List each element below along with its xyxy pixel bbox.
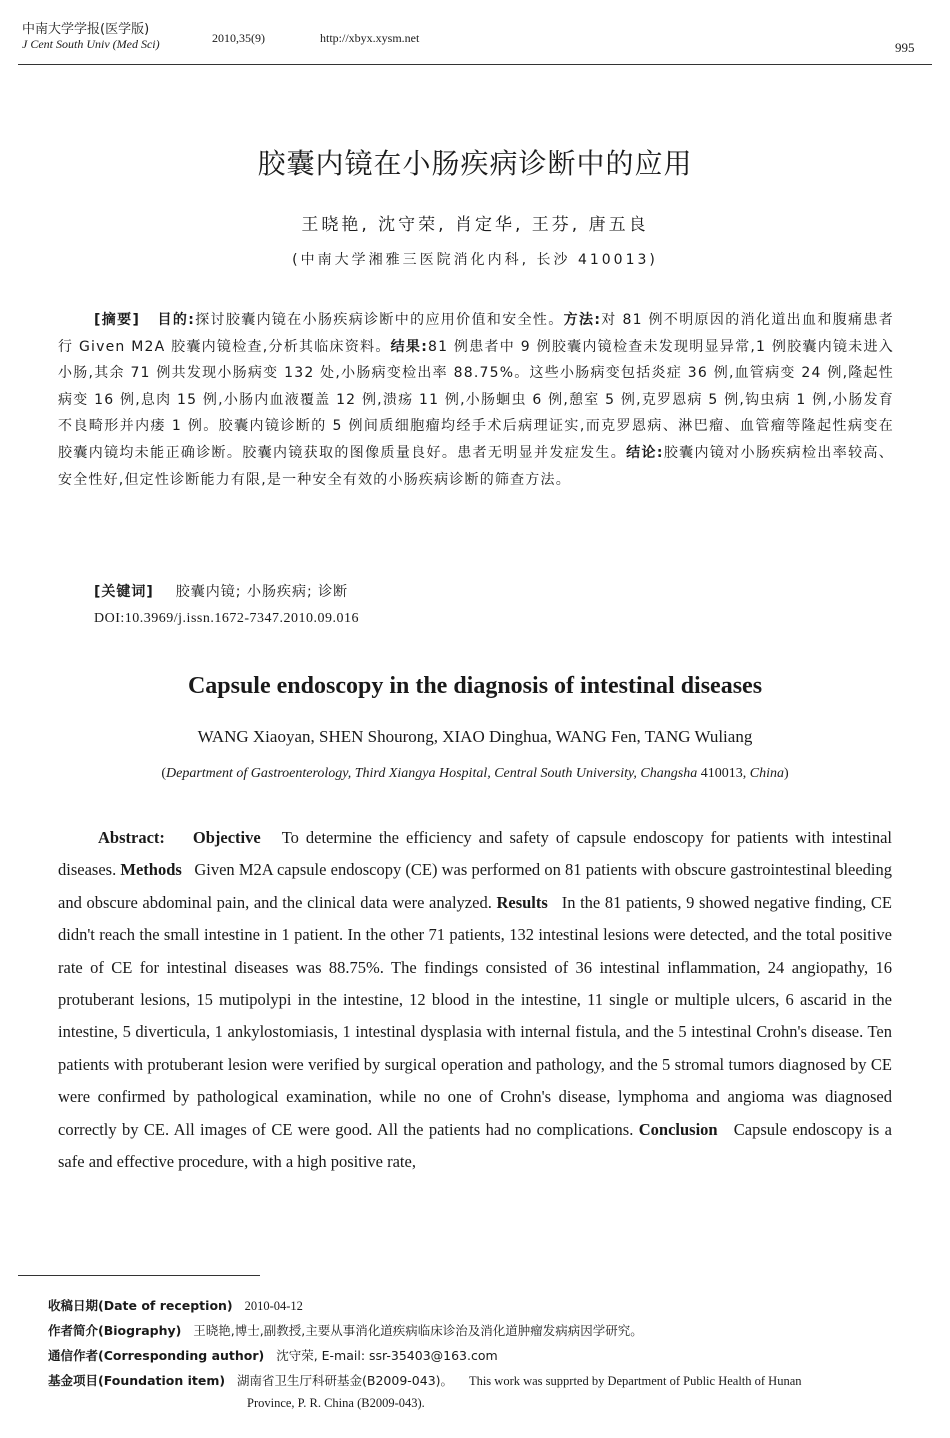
conclusion-label-cn: 结论: <box>626 444 664 461</box>
corresponding-text: 沈守荣, E-mail: ssr-35403@163.com <box>276 1348 498 1363</box>
journal-name-cn: 中南大学学报(医学版) <box>22 22 150 37</box>
biography-label: 作者简介(Biography) <box>48 1323 182 1338</box>
objective-label-cn: 目的: <box>157 312 195 328</box>
keywords-text-cn: 胶囊内镜; 小肠疾病; 诊断 <box>175 584 349 600</box>
received-date: 2010-04-12 <box>244 1299 303 1313</box>
abstract-label-cn: [摘要] <box>94 312 141 328</box>
footnote-corresponding <box>48 1346 498 1364</box>
header-rule <box>18 64 932 65</box>
affiliation-cn: (中南大学湘雅三医院消化内科, 长沙 410013) <box>292 252 658 268</box>
keywords-cn <box>94 581 348 601</box>
foundation-text-en-1: This work was supprted by Department of Public Health of Hunan <box>468 1374 802 1388</box>
abstract-en <box>58 822 892 1178</box>
paper-title-cn: 胶囊内镜在小肠疾病诊断中的应用 <box>257 147 693 180</box>
foundation-text-cn: 湖南省卫生厅科研基金(B2009-043)。 <box>237 1373 454 1388</box>
results-label-cn: 结果: <box>390 338 428 355</box>
conclusion-text-cn: 胶囊内镜对小肠疾病检出率较高、安全性好,但定性诊断能力有限,是一种安全有效的小肠疾病诊断的筛查方法。 <box>58 444 895 488</box>
footnote-biography <box>48 1321 643 1339</box>
footnote-rule <box>18 1275 260 1276</box>
foundation-label: 基金项目(Foundation item) <box>48 1373 226 1388</box>
foundation-text-en-2: Province, P. R. China (B2009-043). <box>247 1396 425 1410</box>
affiliation-dept: Department of Gastroenterology, Third Xiangya Hospital, Central South University, Changsha <box>166 766 698 781</box>
objective-label-en: Objective <box>192 828 261 847</box>
biography-text: 王晓艳,博士,副教授,主要从事消化道疾病临床诊治及消化道肿瘤发病病因学研究。 <box>193 1323 643 1338</box>
results-label-en: Results <box>496 892 548 912</box>
journal-volume: 2010,35(9) <box>212 31 265 45</box>
corresponding-label: 通信作者(Corresponding author) <box>48 1348 265 1363</box>
methods-label-cn: 方法: <box>563 312 602 328</box>
results-text-cn: 81 例患者中 9 例胶囊内镜检查未发现明显异常,1 例胶囊内镜未进入小肠,其余 71 例共发现小肠病变 132 处,小肠病变检出率 88.75%。这些小肠病变包括炎症 36 例,血管病变 24 例,隆起性病变 16 例,息肉 15 例,小肠内血液覆盖 12 例,溃疡 11 例,小肠蛔虫 6 例,憩室 5 例,克罗恩病 5 例,钩虫病 1 例,小肠发育不良畸形并内瘘 1 例。胶囊内镜诊断的 5 例间质细胞瘤均经手术后病理证实,而克罗恩病、淋巴瘤、血管瘤等隆起性病变在胶囊内镜均未能正确诊断。胶囊内镜获取的图像质量良好。患者无明显并发症发生。 <box>58 338 894 461</box>
methods-label-en: Methods <box>120 860 182 880</box>
authors-en: WANG Xiaoyan, SHEN Shourong, XIAO Dinghua, WANG Fen, TANG Wuliang <box>197 727 753 746</box>
methods-text-cn: 对 81 例不明原因的消化道出血和腹痛患者行 Given M2A 胶囊内镜检查,分析其临床资料。 <box>58 312 894 355</box>
footnote-received <box>48 1296 303 1314</box>
paper-title-en: Capsule endoscopy in the diagnosis of intestinal diseases <box>187 673 763 699</box>
results-text-en: In the 81 patients, 9 showed negative finding, CE didn't reach the small intestine in 1 patient. In the other 71 patients, 132 intestinal lesions were detected, and the total positive rate of CE for intestinal diseases was 88.75%. The findings consisted of 36 intestinal inflammation, 24 angiopathy, 16 protuberant lesions, 15 mutipolypi in the intestine, 12 blood in the intestine, 11 single or multiple ulcers, 6 ascarid in the intestine, 5 diverticula, 1 ankylostomiasis, 1 intestinal dysplasia with internal fistula, and the 5 intestinal Crohn's disease. Ten patients with protuberant lesion were verified by surgical operation and pathology, and the 5 stromal tumors diagnosed by CE were confirmed by pathological examination, while no one of Crohn's disease, lymphoma and angioma was diagnosed correctly by CE. All images of CE were good. All the patients had no complications. <box>58 892 893 1139</box>
doi: DOI:10.3969/j.issn.1672-7347.2010.09.016 <box>94 611 359 626</box>
authors-cn: 王晓艳, 沈守荣, 肖定华, 王芬, 唐五良 <box>301 215 649 235</box>
methods-text-en: Given M2A capsule endoscopy (CE) was performed on 81 patients with obscure gastrointestinal bleeding and obscure abdominal pain, and the clinical data were analyzed. <box>58 860 893 912</box>
affiliation-country: China <box>749 766 784 781</box>
conclusion-text-en: Capsule endoscopy is a safe and effective procedure, with a high positive rate, <box>58 1119 892 1172</box>
objective-text-cn: 探讨胶囊内镜在小肠疾病诊断中的应用价值和安全性。 <box>195 312 564 328</box>
page-number: 995 <box>895 40 915 55</box>
received-label: 收稿日期(Date of reception) <box>48 1298 233 1313</box>
affiliation-zip: 410013, <box>697 766 750 781</box>
affiliation-en <box>0 766 950 782</box>
abstract-label-en: Abstract: <box>98 828 165 847</box>
affiliation-close: ) <box>783 766 789 781</box>
journal-name-en: J Cent South Univ (Med Sci) <box>22 37 160 51</box>
affiliation-open: ( <box>161 766 167 781</box>
abstract-cn <box>58 307 894 493</box>
keywords-label-cn: [关键词] <box>94 584 154 600</box>
conclusion-label-en: Conclusion <box>638 1119 718 1139</box>
objective-text-en: To determine the efficiency and safety of capsule endoscopy for patients with intestinal diseases. <box>58 828 893 880</box>
footnote-foundation <box>48 1371 802 1389</box>
journal-url: http://xbyx.xysm.net <box>320 31 420 45</box>
